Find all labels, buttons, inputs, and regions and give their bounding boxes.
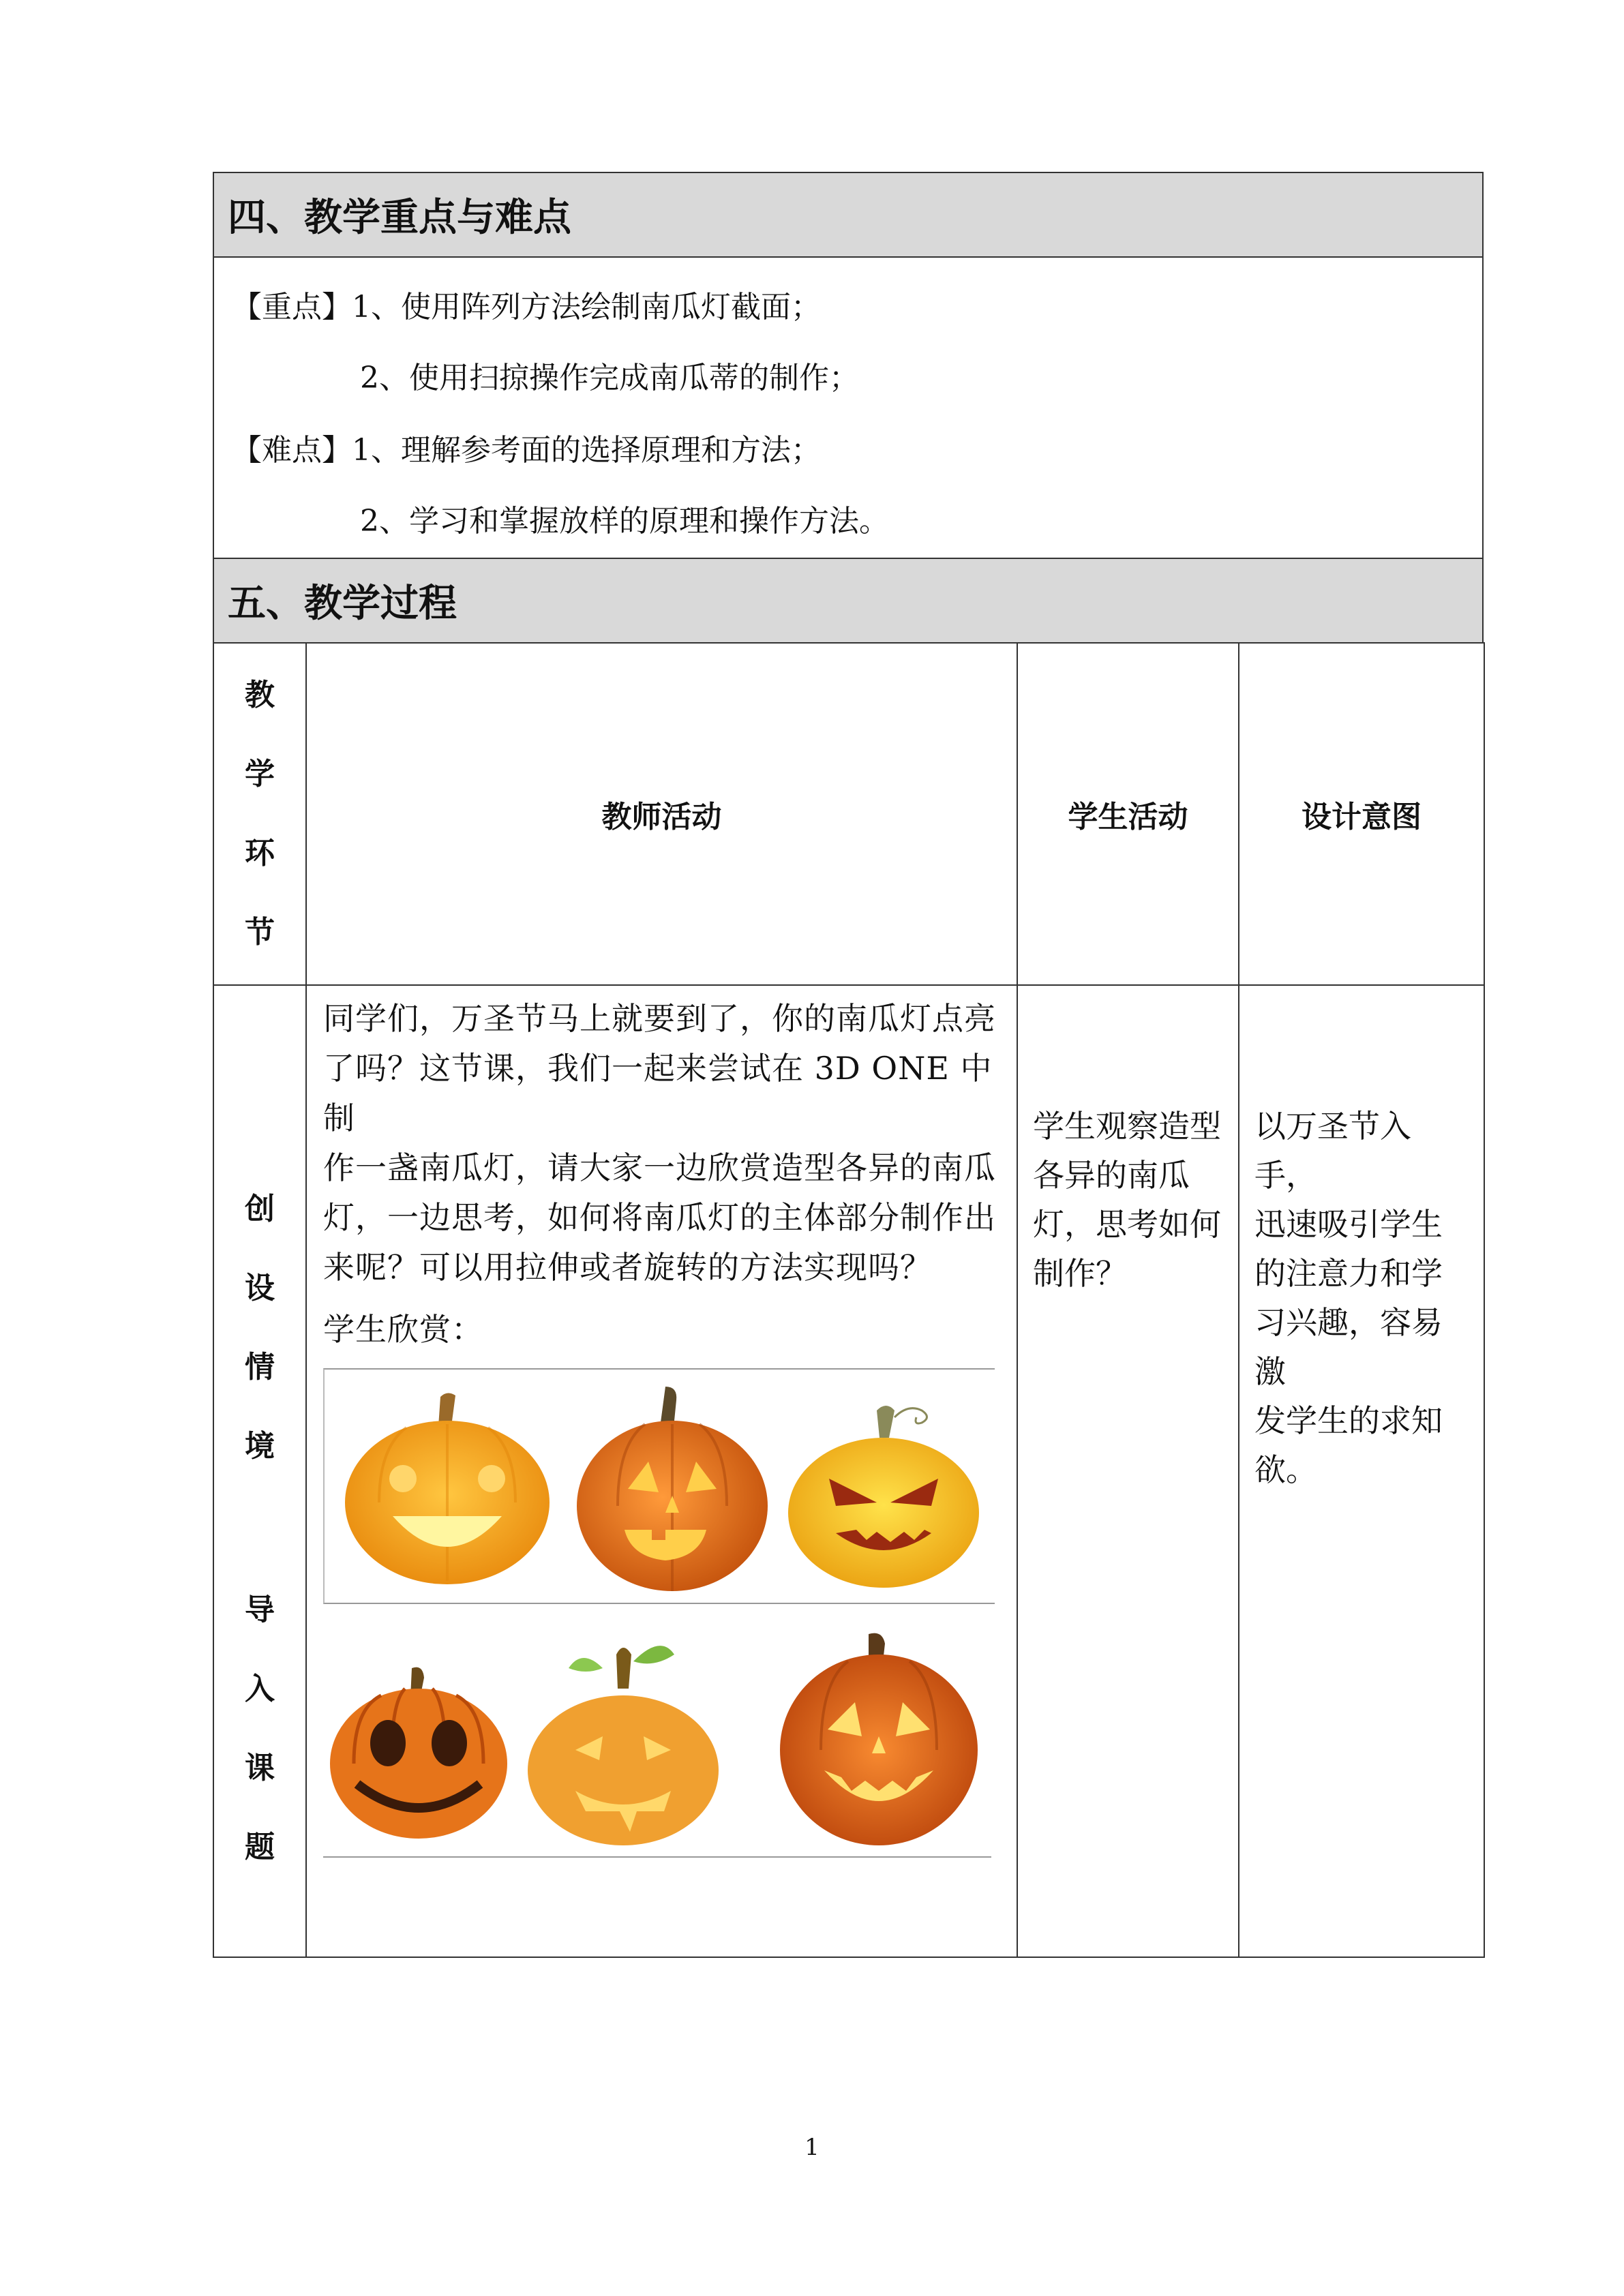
pumpkin-image <box>570 1380 775 1598</box>
table-header-row <box>213 643 1484 985</box>
stage-cell: 创 设 情 境 导 入 课 题 <box>213 985 306 1957</box>
teaching-process-table <box>213 642 1485 1958</box>
pumpkin-image <box>338 1383 556 1595</box>
difficult-point-2: 2、学习和掌握放样的原理和操作方法。 <box>360 504 889 539</box>
pumpkin-row-1 <box>323 1368 995 1604</box>
difficult-point-1: 【难点】1、理解参考面的选择原理和方法； <box>232 433 821 468</box>
pumpkin-image <box>781 1397 986 1595</box>
key-point-1: 【重点】1、使用阵列方法绘制南瓜灯截面； <box>232 290 821 324</box>
section-4-title: 四、教学重点与难点 <box>228 196 571 240</box>
student-appreciation-label: 学生欣赏： <box>323 1311 483 1348</box>
header-student-activity: 学生活动 <box>1017 643 1239 985</box>
pumpkin-image <box>773 1627 984 1852</box>
design-intent-cell: 以万圣节入手， 迅速吸引学生 的注意力和学 习兴趣，容易激 发学生的求知 欲。 <box>1239 985 1484 1957</box>
key-difficult-points <box>213 258 1484 559</box>
section-5-title: 五、教学过程 <box>228 581 457 626</box>
section-5-header <box>213 558 1484 644</box>
header-design-intent: 设计意图 <box>1239 643 1484 985</box>
header-teacher-activity: 教师活动 <box>306 643 1017 985</box>
teacher-activity-cell: 同学们，万圣节马上就要到了，你的南瓜灯点亮 了吗？这节课，我们一起来尝试在 3D ONE 中制 作一盏南瓜灯，请大家一边欣赏造型各异的南瓜 灯，一边思考，如何将南瓜灯的主体部分制作出 来呢？可以用拉伸或者旋转的方法实现吗？ 学生欣赏： <box>306 985 1017 1957</box>
difficult-label: 【难点】 <box>232 433 352 468</box>
table-row <box>213 985 1484 1957</box>
page-number: 1 <box>805 2134 819 2161</box>
student-activity-cell: 学生观察造型 各异的南瓜 灯，思考如何 制作？ <box>1017 985 1239 1957</box>
section-4-header <box>213 172 1484 258</box>
pumpkin-image <box>521 1634 725 1852</box>
pumpkin-gallery <box>323 1368 995 1859</box>
key-point-2: 2、使用扫掠操作完成南瓜蒂的制作； <box>360 361 859 395</box>
pumpkin-row-2 <box>323 1627 991 1858</box>
header-stage: 教 学 环 节 <box>213 643 306 985</box>
key-label: 【重点】 <box>232 290 352 324</box>
pumpkin-image <box>327 1661 511 1845</box>
